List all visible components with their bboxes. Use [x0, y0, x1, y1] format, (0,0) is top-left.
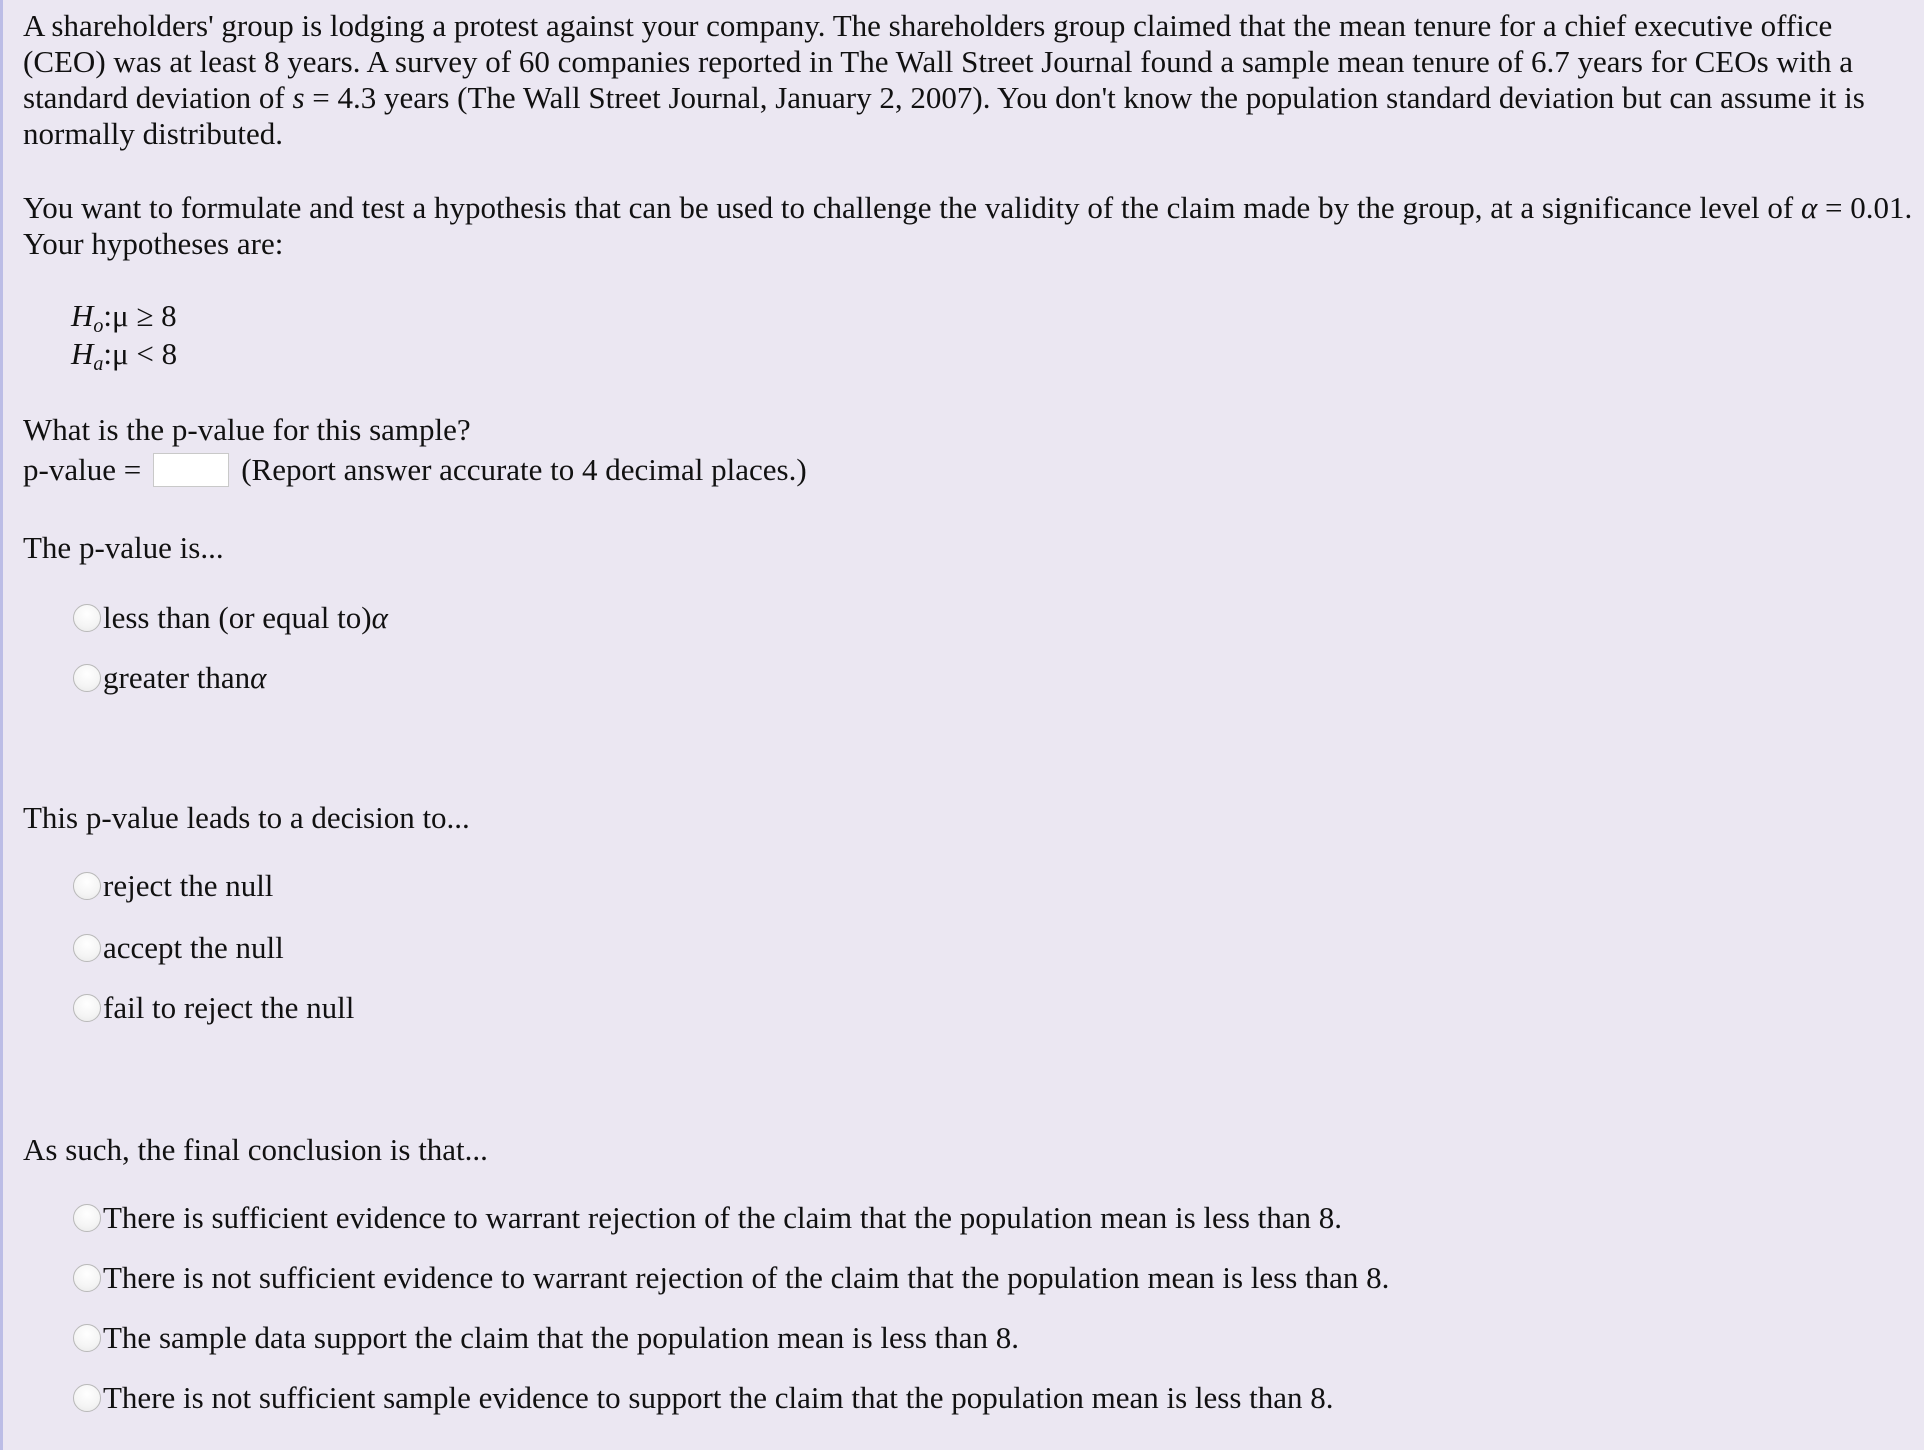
option-text: fail to reject the null	[103, 990, 355, 1025]
radio-conclusion-3[interactable]	[73, 1324, 101, 1352]
pvalue-question: What is the p-value for this sample?	[23, 412, 471, 447]
radio-conclusion-4[interactable]	[73, 1384, 101, 1412]
option-greater-than-alpha[interactable]	[73, 658, 266, 698]
null-h: H	[71, 298, 94, 333]
null-sub: o	[93, 315, 104, 337]
alpha-symbol: α	[1800, 190, 1818, 225]
alt-rest: :μ < 8	[103, 336, 178, 371]
s-variable: s	[292, 80, 305, 115]
alpha-symbol: α	[371, 600, 388, 635]
option-conclusion-3[interactable]	[73, 1318, 1019, 1358]
radio-conclusion-1[interactable]	[73, 1204, 101, 1232]
intro-text-1: A shareholders' group is lodging a protest against your company. The shareholders group claimed that the mean tenure for a chief executive office (CEO) was at least 8 years. A survey of 60 companies reported in The Wall Street Journal found a sample mean tenure of 6.7 years for CEOs with a standard deviation of	[23, 8, 1854, 115]
option-accept-null[interactable]	[73, 928, 284, 968]
pvalue-input[interactable]	[153, 453, 229, 487]
option-text: reject the null	[103, 868, 274, 903]
option-less-than-alpha[interactable]	[73, 598, 388, 638]
option-conclusion-1[interactable]	[73, 1198, 1342, 1238]
radio-fail-to-reject-null[interactable]	[73, 994, 101, 1022]
decision-question: This p-value leads to a decision to...	[23, 800, 470, 835]
option-text: There is not sufficient evidence to warrant rejection of the claim that the population mean is less than 8.	[103, 1260, 1390, 1295]
option-reject-null[interactable]	[73, 866, 273, 906]
radio-greater-than-alpha[interactable]	[73, 664, 101, 692]
task-statement	[23, 190, 1913, 262]
null-rest: :μ ≥ 8	[103, 298, 177, 333]
alt-sub: a	[93, 353, 104, 375]
option-text: greater than	[103, 660, 251, 695]
alpha-symbol: α	[250, 660, 267, 695]
option-conclusion-2[interactable]	[73, 1258, 1389, 1298]
radio-accept-null[interactable]	[73, 934, 101, 962]
option-conclusion-4[interactable]	[73, 1378, 1334, 1418]
task-text-2: = 0.01. Your hypotheses are:	[23, 190, 1913, 261]
comparison-question: The p-value is...	[23, 530, 224, 565]
radio-conclusion-2[interactable]	[73, 1264, 101, 1292]
task-text-1: You want to formulate and test a hypothesis that can be used to challenge the validity of the claim made by the group, at a significance level of	[23, 190, 1801, 225]
radio-less-than-alpha[interactable]	[73, 604, 101, 632]
pvalue-row	[23, 450, 807, 490]
alt-h: H	[71, 336, 94, 371]
option-fail-to-reject-null[interactable]	[73, 988, 354, 1028]
null-hypothesis	[71, 298, 177, 338]
problem-intro	[23, 8, 1913, 152]
option-text: There is sufficient evidence to warrant rejection of the claim that the population mean is less than 8.	[103, 1200, 1343, 1235]
conclusion-question: As such, the final conclusion is that...	[23, 1132, 488, 1167]
option-text: less than (or equal to)	[103, 600, 372, 635]
pvalue-label: p-value =	[23, 452, 142, 487]
option-text: accept the null	[103, 930, 284, 965]
equals-sign: =	[304, 80, 338, 115]
alt-hypothesis	[71, 336, 177, 376]
intro-text-2: 4.3 years (The Wall Street Journal, January 2, 2007). You don't know the population standard deviation but can assume it is normally distributed.	[23, 80, 1865, 151]
radio-reject-null[interactable]	[73, 872, 101, 900]
pvalue-note: (Report answer accurate to 4 decimal places.)	[241, 452, 807, 487]
option-text: There is not sufficient sample evidence to support the claim that the population mean is less than 8.	[103, 1380, 1334, 1415]
option-text: The sample data support the claim that the population mean is less than 8.	[103, 1320, 1019, 1355]
